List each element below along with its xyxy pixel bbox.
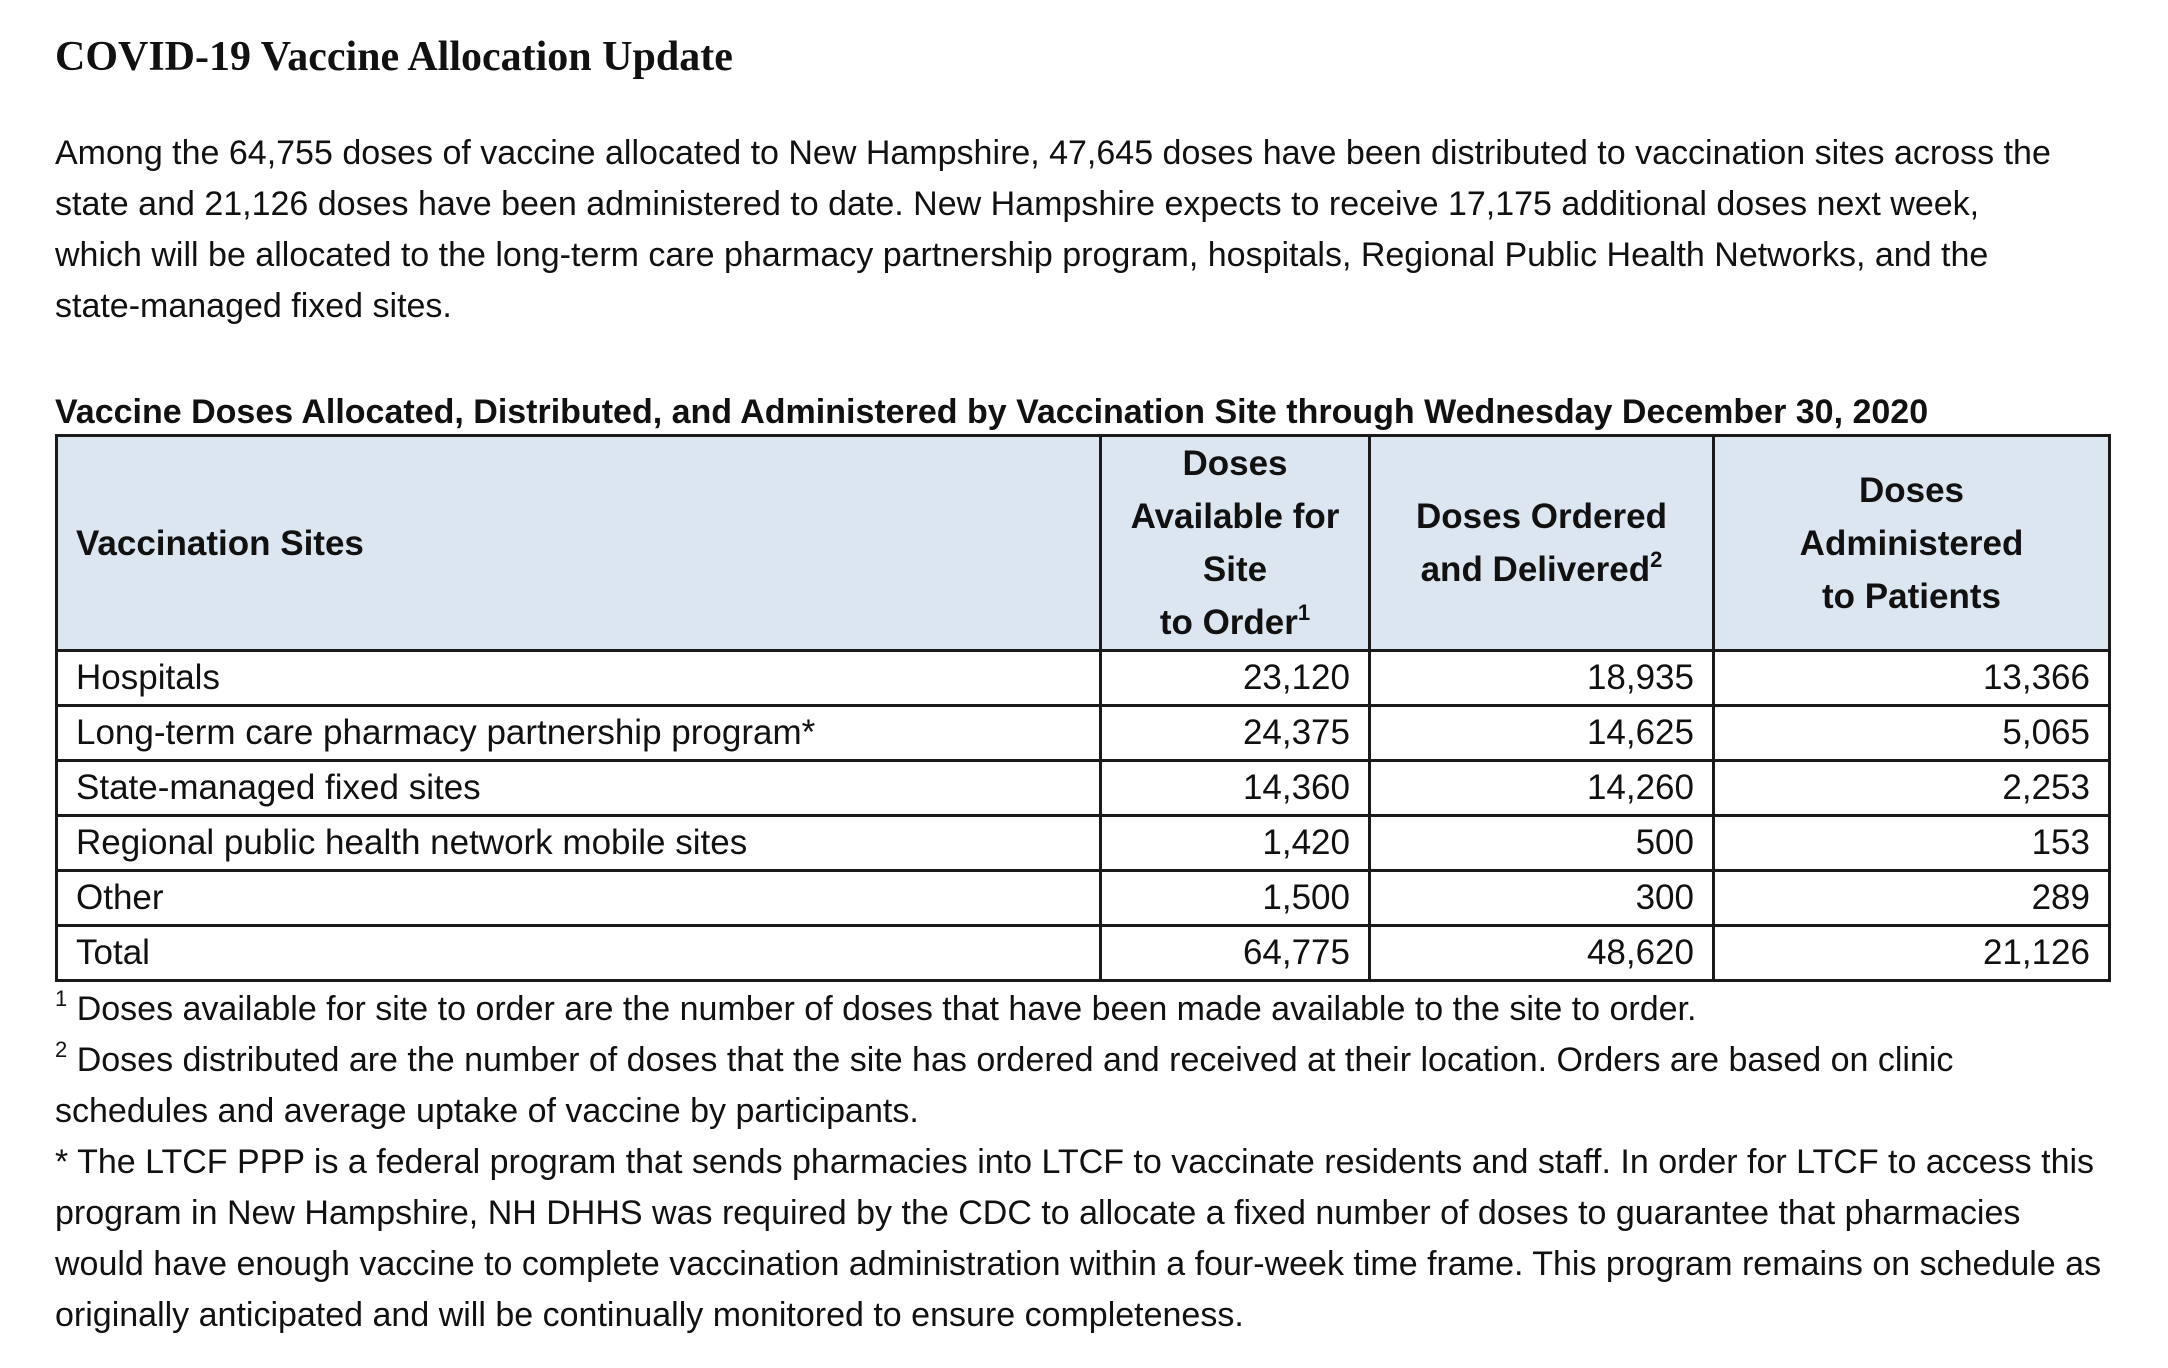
header-doses-available bbox=[1101, 436, 1370, 651]
header-vaccination-sites: Vaccination Sites bbox=[57, 436, 1101, 651]
footnote-ltcf: * The LTCF PPP is a federal program that sends pharmacies into LTCF to vaccinate residents and staff. In order for LTCF to access this program in New Hampshire, NH DHHS was required by the CDC to allocate a fixed number of doses to guarantee that pharmacies would have enough vaccine to complete vaccination administration within a four-week time frame. This program remains on schedule as originally anticipated and will be continually monitored to ensure completeness. bbox=[55, 1143, 2102, 1334]
table-title: Vaccine Doses Allocated, Distributed, and Administered by Vaccination Site through Wednesday December 30, 2020 bbox=[55, 393, 1929, 431]
cell-site: State-managed fixed sites bbox=[57, 761, 1101, 816]
table-row bbox=[57, 761, 2110, 816]
header-doses-available-line1: Doses bbox=[1182, 444, 1288, 483]
table-row bbox=[57, 816, 2110, 871]
footnote-1 bbox=[55, 984, 2115, 1035]
cell-administered: 21,126 bbox=[1714, 926, 2110, 981]
header-doses-available-line2: Available for Site bbox=[1130, 497, 1340, 589]
header-doses-available-line3: to Order bbox=[1159, 603, 1298, 642]
cell-site: Other bbox=[57, 871, 1101, 926]
cell-administered: 5,065 bbox=[1714, 706, 2110, 761]
cell-site: Regional public health network mobile sites bbox=[57, 816, 1101, 871]
intro-paragraph: Among the 64,755 doses of vaccine allocated to New Hampshire, 47,645 doses have been distributed to vaccination sites across the state and 21,126 doses have been administered to date. New Hampshire expects to receive 17,175 additional doses next week, which will be allocated to the long-term care pharmacy partnership program, hospitals, Regional Public Health Networks, and the state-managed fixed sites. bbox=[55, 134, 2051, 325]
header-doses-administered-line3: to Patients bbox=[1822, 576, 2001, 616]
cell-administered: 289 bbox=[1714, 871, 2110, 926]
cell-ordered: 48,620 bbox=[1370, 926, 1714, 981]
footnote-1-marker: 1 bbox=[55, 986, 68, 1011]
cell-site: Hospitals bbox=[57, 651, 1101, 706]
cell-available: 1,500 bbox=[1101, 871, 1370, 926]
cell-site: Total bbox=[57, 926, 1101, 981]
cell-administered: 2,253 bbox=[1714, 761, 2110, 816]
cell-available: 64,775 bbox=[1101, 926, 1370, 981]
cell-available: 14,360 bbox=[1101, 761, 1370, 816]
footnotes bbox=[55, 984, 2115, 1341]
header-doses-ordered bbox=[1370, 436, 1714, 651]
header-doses-ordered-line1: Doses Ordered bbox=[1416, 497, 1667, 536]
cell-ordered: 14,625 bbox=[1370, 706, 1714, 761]
table-row bbox=[57, 706, 2110, 761]
table-row bbox=[57, 651, 2110, 706]
cell-ordered: 18,935 bbox=[1370, 651, 1714, 706]
footnote-2-text: Doses distributed are the number of doses that the site has ordered and received at their location. Orders are based on clinic schedules and average uptake of vaccine by participants. bbox=[55, 1041, 1954, 1130]
cell-available: 24,375 bbox=[1101, 706, 1370, 761]
cell-ordered: 500 bbox=[1370, 816, 1714, 871]
cell-administered: 153 bbox=[1714, 816, 2110, 871]
vaccine-doses-table bbox=[55, 434, 2111, 982]
cell-available: 23,120 bbox=[1101, 651, 1370, 706]
table-row bbox=[57, 871, 2110, 926]
footnote-1-text: Doses available for site to order are the number of doses that have been made available to the site to order. bbox=[67, 990, 1697, 1028]
footnote-ref-1: 1 bbox=[1297, 600, 1311, 625]
footnote-ref-2: 2 bbox=[1650, 547, 1663, 572]
document-page bbox=[55, 30, 2115, 1341]
cell-ordered: 14,260 bbox=[1370, 761, 1714, 816]
cell-administered: 13,366 bbox=[1714, 651, 2110, 706]
footnote-2-marker: 2 bbox=[55, 1037, 68, 1062]
header-doses-ordered-line2: and Delivered bbox=[1420, 550, 1651, 589]
header-doses-administered-line2: Administered bbox=[1799, 523, 2024, 563]
cell-available: 1,420 bbox=[1101, 816, 1370, 871]
table-header-row bbox=[57, 436, 2110, 651]
cell-site: Long-term care pharmacy partnership program* bbox=[57, 706, 1101, 761]
cell-ordered: 300 bbox=[1370, 871, 1714, 926]
header-doses-administered-line1: Doses bbox=[1858, 470, 1965, 510]
footnote-2 bbox=[55, 1035, 2115, 1137]
table-row-total bbox=[57, 926, 2110, 981]
header-doses-administered bbox=[1714, 436, 2110, 651]
page-title: COVID-19 Vaccine Allocation Update bbox=[55, 34, 733, 80]
